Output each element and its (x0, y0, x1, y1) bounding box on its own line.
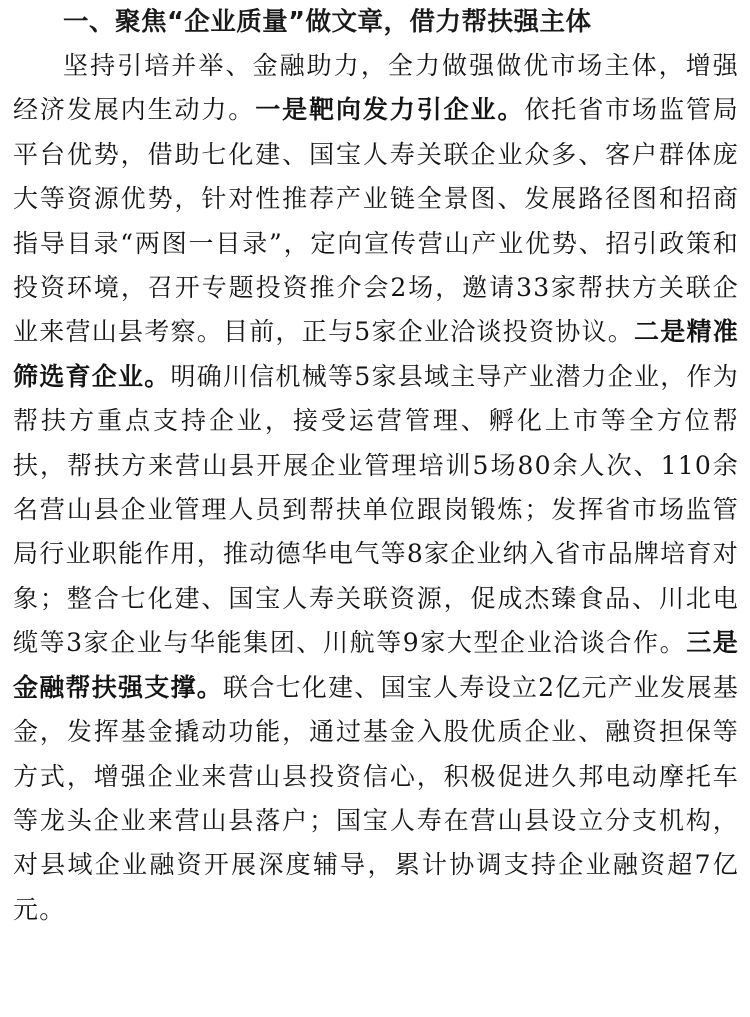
point-one-text: 依托省市场监管局平台优势，借助七化建、国宝人寿关联企业众多、客户群体庞大等资源优势，针对性推荐产业链全景图、发展路径图和招商指导目录“两图一目录”，定向宣传营山产业优势、招引政策和投资环境，召开专题投资推介会2场，邀请33家帮扶方关联企业来营山县考察。目前，正与5家企业洽谈投资协议。 (13, 95, 739, 347)
point-one-label: 一是靶向发力引企业。 (255, 95, 525, 125)
point-three-label: 三是金融帮扶强支撑。 (13, 628, 739, 702)
point-three-text: 联合七化建、国宝人寿设立2亿元产业发展基金，发挥基金撬动功能，通过基金入股优质企业、融资担保等方式，增强企业来营山县投资信心，积极促进久邦电动摩托车等龙头企业来营山县落户；国宝人寿在营山县设立分支机构，对县域企业融资开展深度辅导，累计协调支持企业融资超7亿元。 (13, 672, 739, 924)
body-paragraph (13, 44, 739, 932)
paragraph-intro: 坚持引培并举、金融助力，全力做强做优市场主体，增强经济发展内生动力。 (13, 51, 739, 125)
section-heading: 一、聚焦“企业质量”做文章，借力帮扶强主体 (63, 7, 592, 37)
point-two-label: 二是精准筛选育企业。 (13, 317, 739, 391)
point-two-text: 明确川信机械等5家县域主导产业潜力企业，作为帮扶方重点支持企业，接受运营管理、孵化上市等全方位帮扶，帮扶方来营山县开展企业管理培训5场80余人次、110余名营山县企业管理人员到帮扶单位跟岗锻炼；发挥省市场监管局行业职能作用，推动德华电气等8家企业纳入省市品牌培育对象；整合七化建、国宝人寿关联资源，促成杰臻食品、川北电缆等3家企业与华能集团、川航等9家大型企业洽谈合作。 (13, 361, 739, 658)
